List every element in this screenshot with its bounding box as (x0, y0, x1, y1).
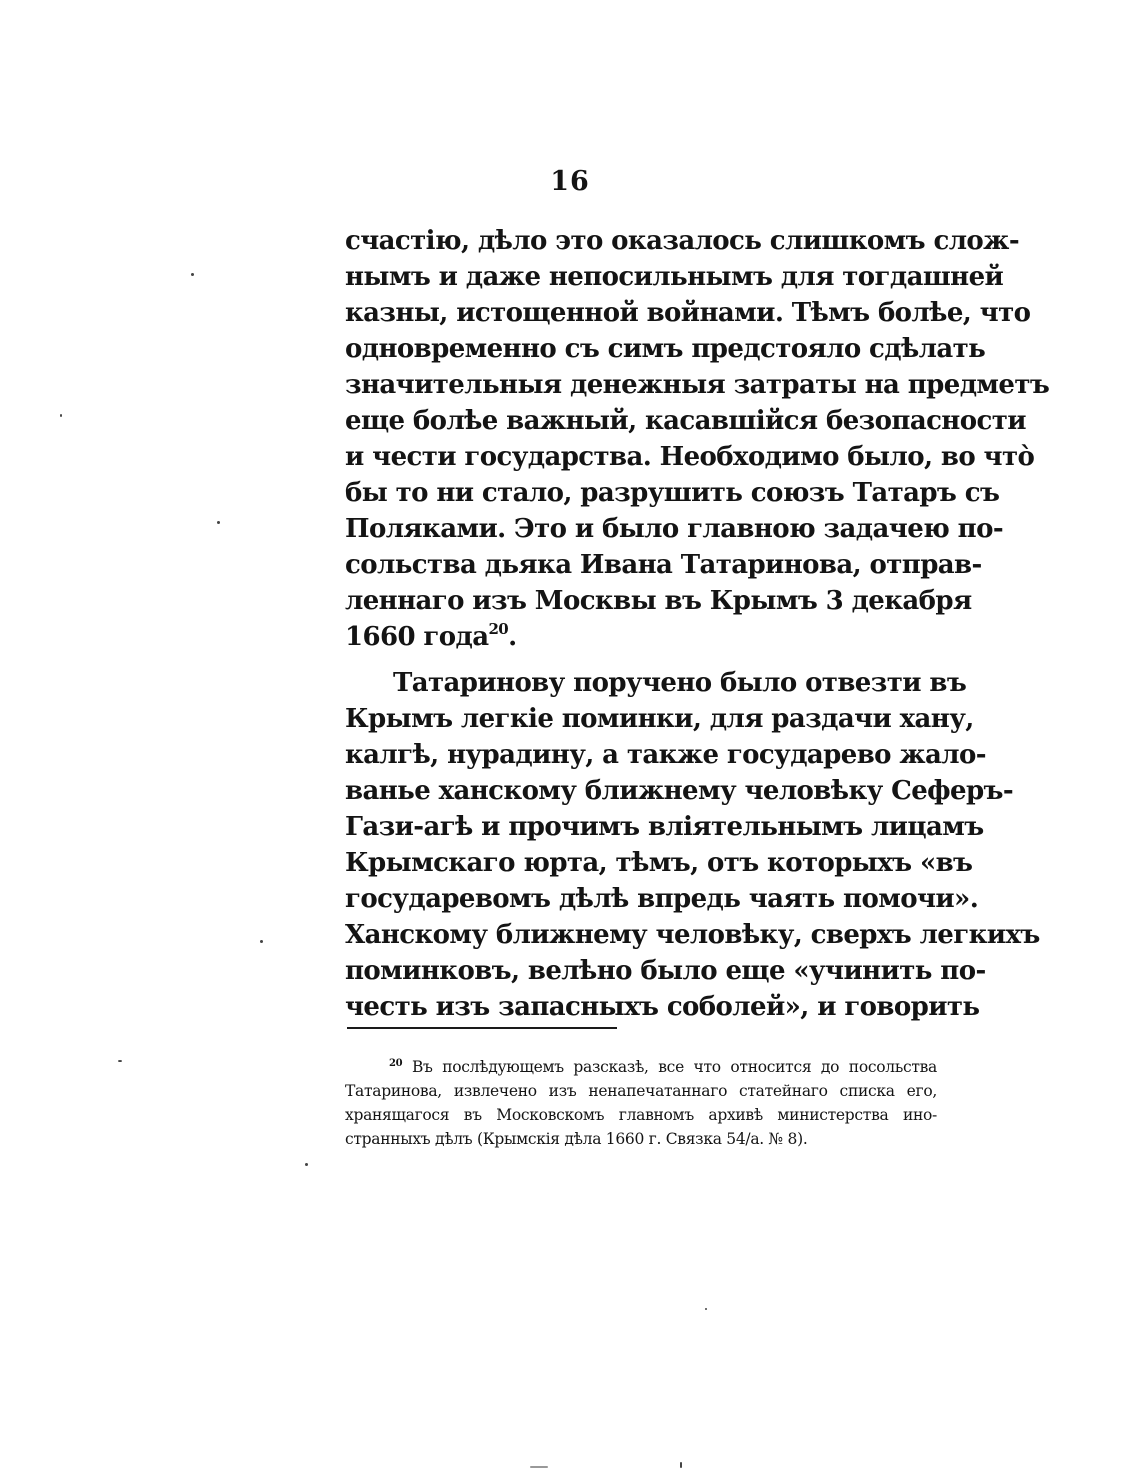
scan-speck (217, 521, 220, 524)
text-line: нымъ и даже непосильнымъ для тогдашней (345, 262, 1004, 292)
footnote-line (345, 1055, 937, 1079)
text-line: поминковъ, велѣно было еще «учинить по- (345, 956, 986, 986)
footnote-line: странныхъ дѣлъ (Крымскія дѣла 1660 г. Связка 54/а. № 8). (345, 1130, 808, 1148)
paragraph-end-punct: . (508, 622, 517, 652)
scan-speck (260, 940, 263, 943)
text-line: Крымъ легкіе поминки, для раздачи хану, (345, 704, 974, 734)
paragraph-2 (345, 665, 1040, 1025)
scan-speck (705, 1308, 707, 1310)
scan-speck (680, 1462, 682, 1468)
footnote-divider (347, 1027, 617, 1029)
text-line: и чести государства. Необходимо было, во чтò (345, 442, 1035, 472)
text-line: Татаринову поручено было отвезти въ (393, 668, 967, 698)
text-line: одновременно съ симъ предстояло сдѣлать (345, 334, 986, 364)
text-line: государевомъ дѣлѣ впредь чаять помочи». (345, 884, 979, 914)
text-line: калгѣ, нурадину, а также государево жало- (345, 740, 986, 770)
scan-speck (530, 1466, 548, 1468)
paragraph-1 (345, 223, 1050, 655)
paragraph-end-text: 1660 года (345, 622, 489, 652)
text-line: еще болѣе важный, касавшійся безопасности (345, 406, 1026, 436)
text-line: значительныя денежныя затраты на предметъ (345, 370, 1050, 400)
footnote-mark: 20 (389, 1058, 403, 1069)
page-number: 16 (550, 166, 590, 197)
scan-speck (191, 273, 194, 276)
text-line: Поляками. Это и было главною задачею по- (345, 514, 1004, 544)
text-line: сольства дьяка Ивана Татаринова, отправ- (345, 550, 982, 580)
footnote-line-text: Въ послѣдующемъ разсказѣ, все что относится до посольства (411, 1058, 937, 1076)
text-line: Ханскому ближнему человѣку, сверхъ легкихъ (345, 920, 1040, 950)
scan-speck (118, 1060, 122, 1062)
text-line (345, 619, 937, 655)
text-line: бы то ни стало, разрушить союзъ Татаръ съ (345, 478, 1000, 508)
body-text (345, 223, 1050, 1025)
footnote (345, 1055, 937, 1151)
scan-speck (60, 414, 62, 417)
scan-speck (305, 1163, 308, 1166)
text-line: Гази-агѣ и прочимъ вліятельнымъ лицамъ (345, 812, 984, 842)
text-line: Крымскаго юрта, тѣмъ, отъ которыхъ «въ (345, 848, 973, 878)
text-line: честь изъ запасныхъ соболей», и говорить (345, 992, 980, 1022)
footnote-reference[interactable]: 20 (488, 620, 509, 638)
text-line: счастію, дѣло это оказалось слишкомъ слож- (345, 226, 1020, 256)
footnote-line: Татаринова, извлечено изъ ненапечатаннаго статейнаго списка его, (345, 1082, 937, 1100)
footnote-line: хранящагося въ Московскомъ главномъ архивѣ министерства ино- (345, 1106, 937, 1124)
text-line: леннаго изъ Москвы въ Крымъ 3 декабря (345, 586, 972, 616)
text-line: ванье ханскому ближнему человѣку Сеферъ- (345, 776, 1014, 806)
text-line: казны, истощенной войнами. Тѣмъ болѣе, что (345, 298, 1031, 328)
